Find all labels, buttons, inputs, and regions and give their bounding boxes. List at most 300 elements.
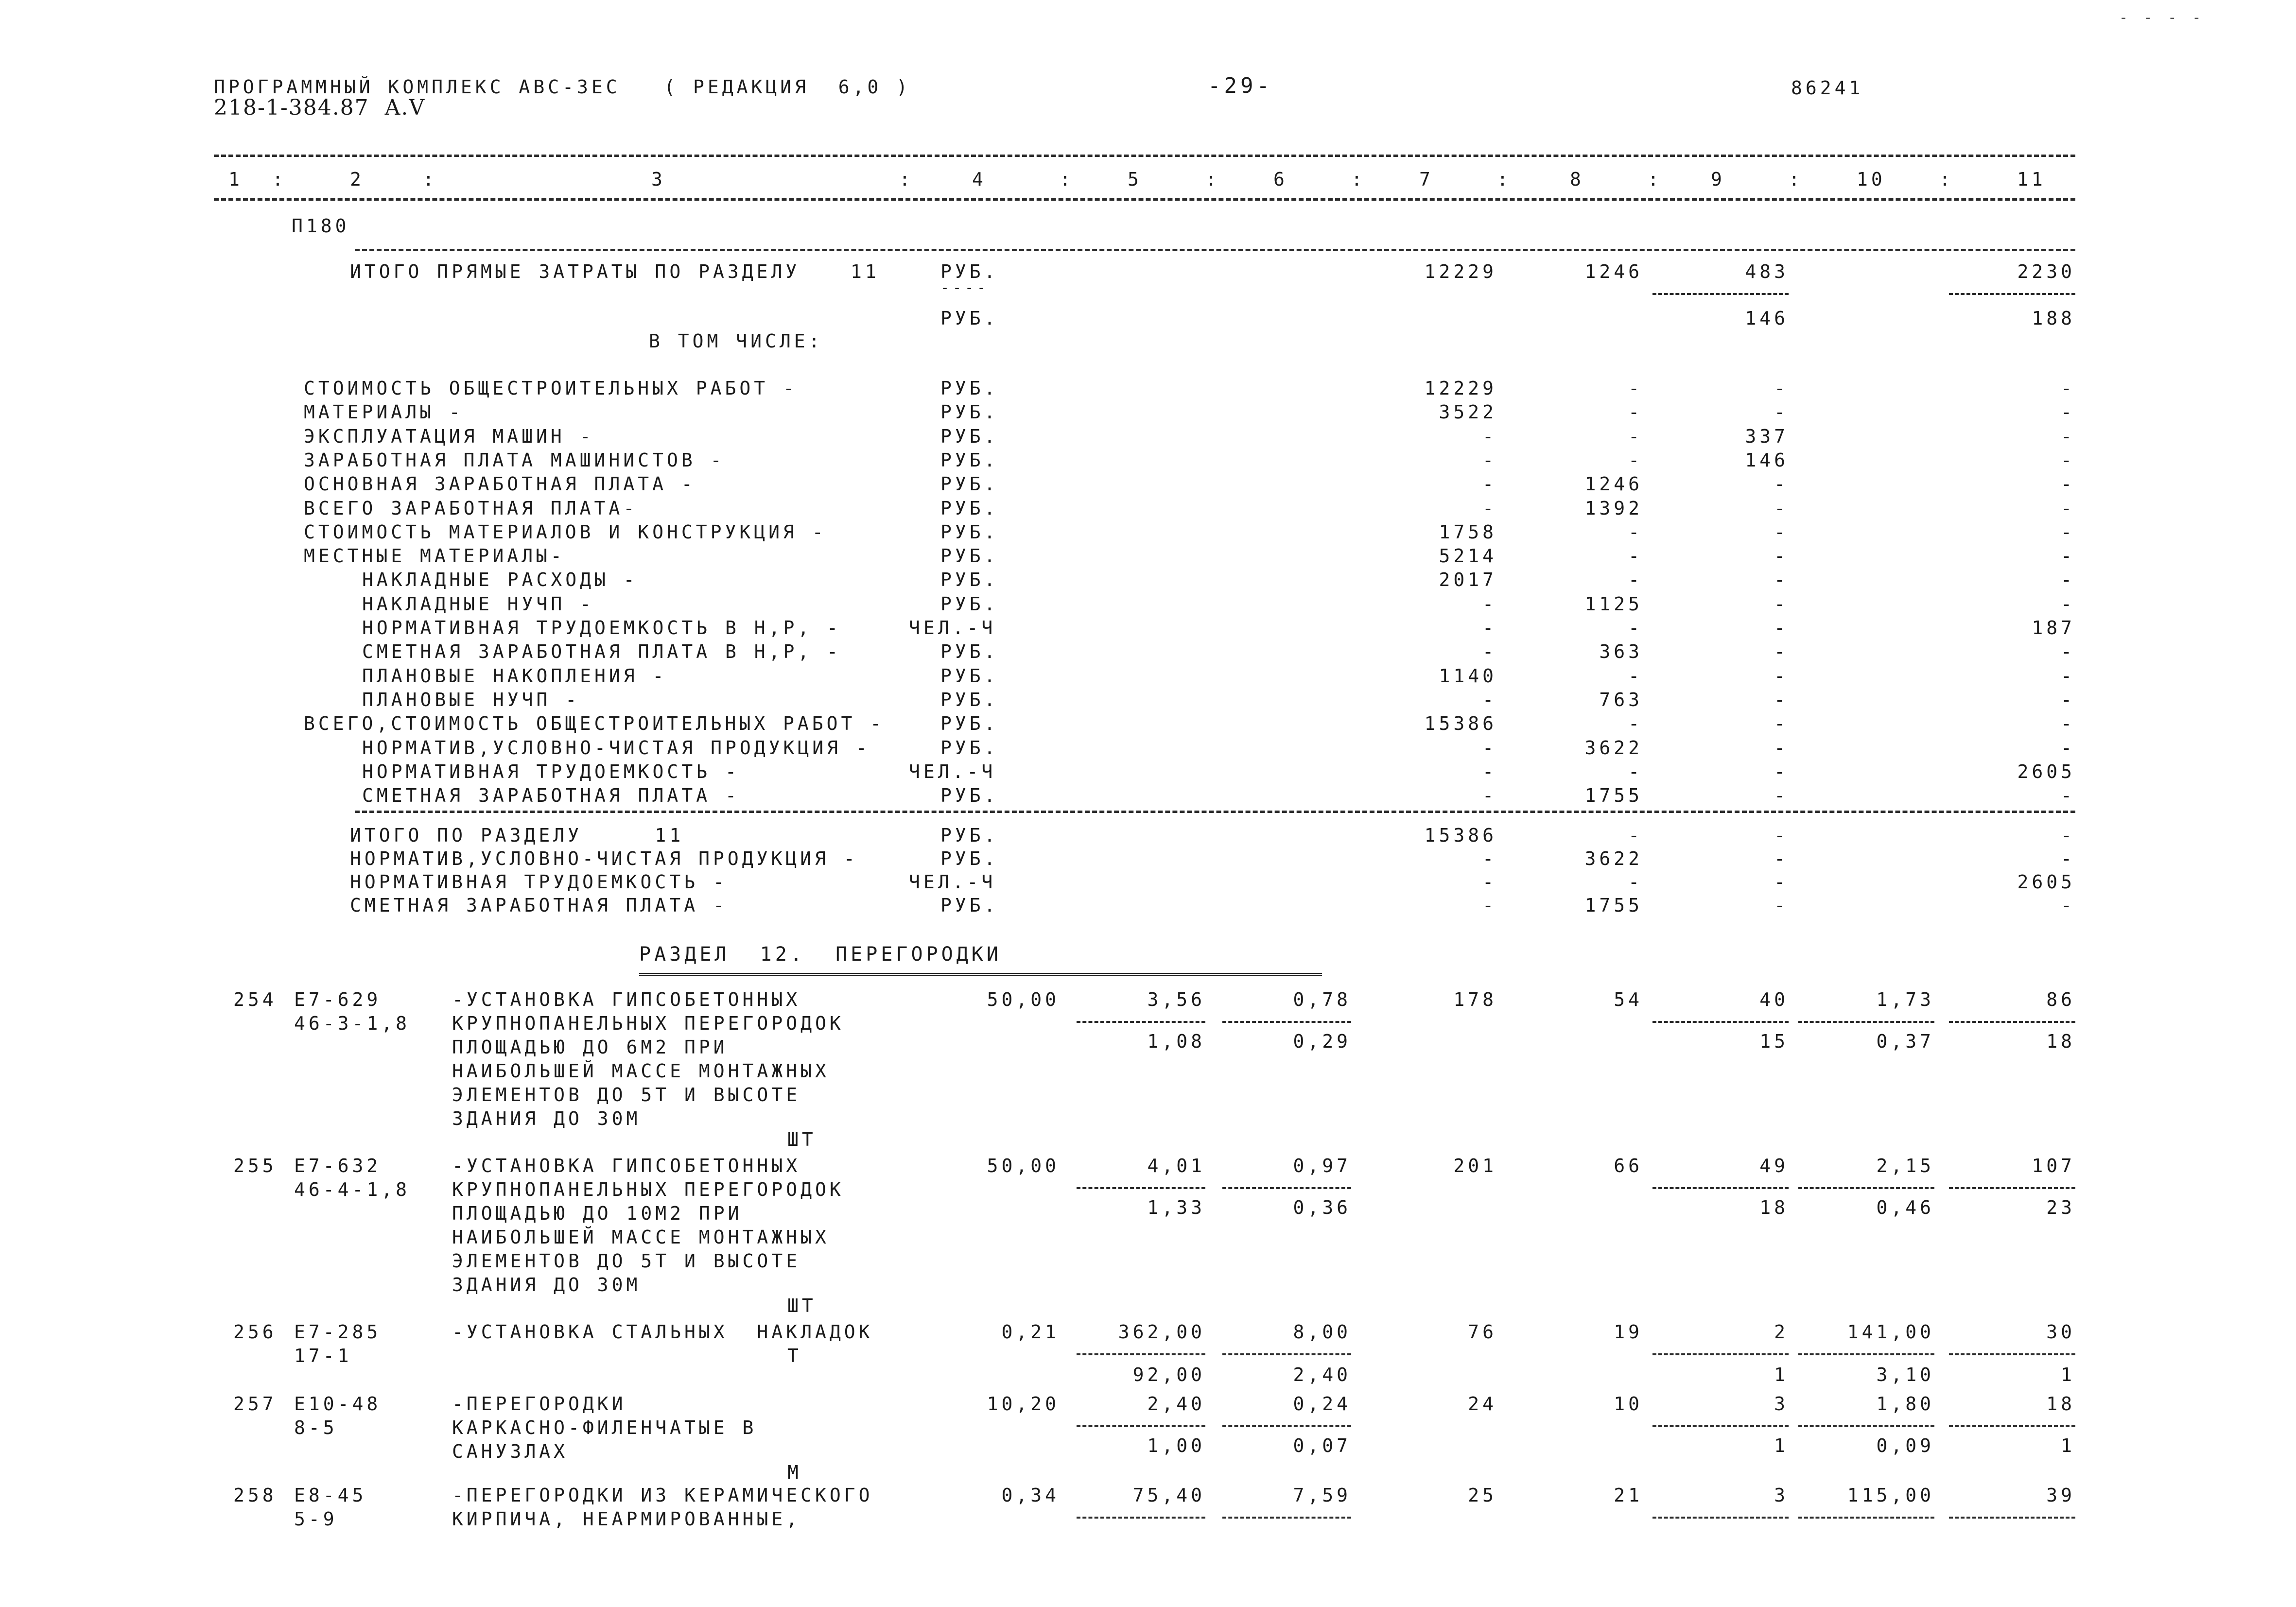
summary-row-col7: - [1482, 785, 1497, 807]
item-col7: 24 [1468, 1393, 1497, 1415]
summary-row-label: МЕСТНЫЕ МАТЕРИАЛЫ- [304, 545, 565, 567]
subsection-rule [355, 249, 2075, 251]
item-description-line: ПЛОЩАДЬЮ ДО 6М2 ПРИ [452, 1037, 728, 1058]
total-row-col11: 2605 [2017, 871, 2075, 893]
item-code-secondary: 17-1 [294, 1345, 352, 1366]
item-col5-rule [1077, 1517, 1205, 1519]
item-col6-rule [1222, 1517, 1351, 1519]
item-col5: 75,40 [1132, 1485, 1205, 1506]
total-row-label: СМЕТНАЯ ЗАРАБОТНАЯ ПЛАТА - [350, 895, 728, 916]
item-description-line: -ПЕРЕГОРОДКИ [452, 1393, 626, 1415]
direct-costs-col11-rule [1949, 293, 2075, 295]
item-col6: 8,00 [1293, 1321, 1351, 1343]
item-col10-secondary: 0,37 [1876, 1031, 1934, 1052]
item-description-line: НАИБОЛЬШЕЙ МАССЕ МОНТАЖНЫХ [452, 1060, 830, 1082]
item-col5-rule [1077, 1353, 1205, 1355]
item-col4: 0,34 [1001, 1485, 1060, 1506]
direct-costs-col11: 2230 [2017, 261, 2075, 282]
item-code: Е10-48 [294, 1393, 382, 1415]
program-title: ПРОГРАММНЫЙ КОМПЛЕКС АВС-ЗЕС ( РЕДАКЦИЯ 6,0 ) [214, 76, 911, 98]
item-col5: 3,56 [1147, 989, 1205, 1010]
summary-row-unit: РУБ. [940, 713, 999, 735]
item-col6-secondary: 0,07 [1293, 1435, 1351, 1456]
item-col10: 141,00 [1847, 1321, 1934, 1343]
item-col6: 0,24 [1293, 1393, 1351, 1415]
item-code-secondary: 46-3-1,8 [294, 1013, 411, 1034]
summary-row-unit: РУБ. [940, 665, 999, 687]
item-description-line: ЗДАНИЯ ДО 30М [452, 1274, 641, 1296]
summary-row-col8: - [1628, 760, 1643, 782]
summary-row-col8: - [1628, 425, 1643, 447]
summary-row-col11: 2605 [2017, 760, 2075, 782]
direct-costs-col7: 12229 [1424, 261, 1497, 282]
item-description-line: -УСТАНОВКА СТАЛЬНЫХ НАКЛАДОК [452, 1321, 873, 1343]
summary-row-unit: РУБ. [940, 425, 999, 447]
summary-row-label: ЗАРАБОТНАЯ ПЛАТА МАШИНИСТОВ - [304, 449, 725, 471]
item-col11-secondary: 23 [2046, 1197, 2075, 1218]
summary-row-col7: - [1482, 689, 1497, 710]
item-col6: 7,59 [1293, 1485, 1351, 1506]
item-number: 254 [233, 989, 277, 1010]
item-col11-secondary: 1 [2061, 1435, 2075, 1456]
item-col8: 66 [1614, 1155, 1643, 1176]
item-col5-rule [1077, 1021, 1205, 1023]
item-col8: 54 [1614, 989, 1643, 1010]
summary-row-label: НОРМАТИВ,УСЛОВНО-ЧИСТАЯ ПРОДУКЦИЯ - [362, 737, 870, 759]
summary-row-col8: 1755 [1584, 785, 1643, 807]
column-separator: : [1648, 169, 1662, 190]
item-col9: 40 [1759, 989, 1789, 1010]
summary-row-unit: ЧЕЛ.-Ч [909, 617, 996, 639]
item-col11-secondary: 18 [2046, 1031, 2075, 1052]
item-number: 258 [233, 1485, 277, 1506]
summary-row-col8: 1246 [1584, 473, 1643, 495]
summary-row-unit: РУБ. [940, 378, 999, 399]
item-col9: 3 [1774, 1485, 1789, 1506]
item-col6-rule [1222, 1425, 1351, 1427]
summary-row-col8: 1392 [1584, 497, 1643, 519]
item-col10-rule [1798, 1353, 1934, 1355]
summary-row-label: СМЕТНАЯ ЗАРАБОТНАЯ ПЛАТА - [362, 785, 740, 807]
item-col11: 107 [2032, 1155, 2075, 1176]
total-row-col11: - [2061, 895, 2075, 916]
direct-costs-unit2: РУБ. [940, 308, 999, 329]
item-col6-secondary: 0,36 [1293, 1197, 1351, 1218]
item-description-line: ЗДАНИЯ ДО 30М [452, 1108, 641, 1129]
item-col4: 50,00 [987, 989, 1060, 1010]
column-separator: : [1789, 169, 1803, 190]
item-unit: ШТ [787, 1129, 817, 1150]
item-code: Е7-285 [294, 1321, 382, 1343]
item-code: Е7-629 [294, 989, 382, 1010]
total-row-col8: - [1628, 825, 1643, 846]
summary-row-col11: - [2061, 545, 2075, 567]
column-separator: : [1205, 169, 1220, 190]
item-description-line: НАИБОЛЬШЕЙ МАССЕ МОНТАЖНЫХ [452, 1227, 830, 1248]
item-description-line: КИРПИЧА, НЕАРМИРОВАННЫЕ, [452, 1508, 801, 1530]
item-col5: 2,40 [1147, 1393, 1205, 1415]
item-col11-rule [1949, 1021, 2075, 1023]
summary-row-col7: - [1482, 425, 1497, 447]
summary-row-col8: - [1628, 401, 1643, 423]
summary-row-col7: - [1482, 593, 1497, 615]
total-row-label: НОРМАТИВ,УСЛОВНО-ЧИСТАЯ ПРОДУКЦИЯ - [350, 848, 858, 869]
summary-row-label: ОСНОВНАЯ ЗАРАБОТНАЯ ПЛАТА - [304, 473, 696, 495]
item-col5-rule [1077, 1425, 1205, 1427]
item-col9-secondary: 15 [1759, 1031, 1789, 1052]
summary-row-col9: 337 [1745, 425, 1789, 447]
total-row-label: ИТОГО ПО РАЗДЕЛУ 11 [350, 825, 684, 846]
summary-row-col8: 3622 [1584, 737, 1643, 759]
column-separator: : [1939, 169, 1954, 190]
item-col5: 362,00 [1118, 1321, 1205, 1343]
summary-row-col9: - [1774, 593, 1789, 615]
item-col9-rule [1652, 1187, 1789, 1189]
item-description-line: -УСТАНОВКА ГИПСОБЕТОННЫХ [452, 989, 801, 1010]
summary-row-col8: - [1628, 378, 1643, 399]
item-col7: 178 [1453, 989, 1497, 1010]
summary-row-col9: - [1774, 737, 1789, 759]
direct-costs-section: 11 [851, 261, 880, 282]
summary-row-col8: - [1628, 521, 1643, 543]
total-row-unit: РУБ. [940, 895, 999, 916]
item-col11-secondary: 1 [2061, 1364, 2075, 1385]
column-separator: : [1351, 169, 1366, 190]
direct-costs-label: ИТОГО ПРЯМЫЕ ЗАТРАТЫ ПО РАЗДЕЛУ [350, 261, 800, 282]
total-row-col9: - [1774, 848, 1789, 869]
item-col5-secondary: 1,33 [1147, 1197, 1205, 1218]
summary-row-unit: РУБ. [940, 545, 999, 567]
item-description-line: КАРКАСНО-ФИЛЕНЧАТЫЕ В [452, 1417, 757, 1438]
summary-row-col11: - [2061, 689, 2075, 710]
summary-row-col9: - [1774, 641, 1789, 663]
item-col11-rule [1949, 1517, 2075, 1519]
item-col9-secondary: 1 [1774, 1364, 1789, 1385]
summary-row-col11: - [2061, 378, 2075, 399]
item-col5-secondary: 92,00 [1132, 1364, 1205, 1385]
item-col6: 0,97 [1293, 1155, 1351, 1176]
item-col4: 0,21 [1001, 1321, 1060, 1343]
column-header-10: 10 [1857, 169, 1886, 190]
total-row-col7: - [1482, 848, 1497, 869]
summary-row-col9: - [1774, 401, 1789, 423]
summary-row-label: НОРМАТИВНАЯ ТРУДОЕМКОСТЬ В Н,Р, - [362, 617, 841, 639]
summary-row-col7: - [1482, 737, 1497, 759]
summary-row-col11: - [2061, 473, 2075, 495]
column-header-3: 3 [651, 169, 666, 190]
summary-row-col11: - [2061, 401, 2075, 423]
summary-row-label: НОРМАТИВНАЯ ТРУДОЕМКОСТЬ - [362, 760, 740, 782]
summary-row-col8: - [1628, 545, 1643, 567]
total-row-col8: 1755 [1584, 895, 1643, 916]
summary-row-col7: - [1482, 641, 1497, 663]
item-description-line: КРУПНОПАНЕЛЬНЫХ ПЕРЕГОРОДОК [452, 1179, 844, 1200]
column-header-1: 1 [228, 169, 243, 190]
item-col9-rule [1652, 1425, 1789, 1427]
item-col4: 10,20 [987, 1393, 1060, 1415]
summary-row-label: НАКЛАДНЫЕ НУЧП - [362, 593, 595, 615]
item-col10-rule [1798, 1517, 1934, 1519]
document-code: 86241 [1791, 77, 1864, 99]
column-separator: : [423, 169, 437, 190]
item-code: Е7-632 [294, 1155, 382, 1176]
summary-row-label: ВСЕГО,СТОИМОСТЬ ОБЩЕСТРОИТЕЛЬНЫХ РАБОТ - [304, 713, 885, 735]
summary-row-col8: 363 [1599, 641, 1643, 663]
item-col11: 18 [2046, 1393, 2075, 1415]
summary-row-col9: - [1774, 713, 1789, 735]
summary-bottom-rule [355, 811, 2075, 813]
summary-row-unit: РУБ. [940, 521, 999, 543]
total-row-col11: - [2061, 825, 2075, 846]
total-row-unit: РУБ. [940, 848, 999, 869]
item-description-line: ЭЛЕМЕНТОВ ДО 5Т И ВЫСОТЕ [452, 1250, 801, 1272]
summary-row-unit: РУБ. [940, 401, 999, 423]
summary-row-col7: 5214 [1439, 545, 1497, 567]
summary-row-col11: - [2061, 497, 2075, 519]
summary-row-col9: 146 [1745, 449, 1789, 471]
item-col9: 3 [1774, 1393, 1789, 1415]
item-description-line: КРУПНОПАНЕЛЬНЫХ ПЕРЕГОРОДОК [452, 1013, 844, 1034]
item-number: 255 [233, 1155, 277, 1176]
summary-row-unit: РУБ. [940, 449, 999, 471]
item-col10: 115,00 [1847, 1485, 1934, 1506]
item-col11: 30 [2046, 1321, 2075, 1343]
direct-costs-col9: 483 [1745, 261, 1789, 282]
including-label: В ТОМ ЧИСЛЕ: [649, 330, 823, 352]
item-code-secondary: 5-9 [294, 1508, 338, 1530]
code-label: П180 [292, 215, 350, 237]
item-description-line: САНУЗЛАХ [452, 1441, 569, 1462]
column-header-6: 6 [1273, 169, 1288, 190]
item-description-line: ЭЛЕМЕНТОВ ДО 5Т И ВЫСОТЕ [452, 1084, 801, 1106]
item-number: 256 [233, 1321, 277, 1343]
item-col9-secondary: 18 [1759, 1197, 1789, 1218]
summary-row-col7: - [1482, 617, 1497, 639]
summary-row-col11: - [2061, 521, 2075, 543]
item-description-line: -ПЕРЕГОРОДКИ ИЗ КЕРАМИЧЕСКОГО [452, 1485, 873, 1506]
summary-row-col7: - [1482, 760, 1497, 782]
summary-row-col7: - [1482, 497, 1497, 519]
item-unit: ШТ [787, 1295, 817, 1316]
summary-row-col11: - [2061, 425, 2075, 447]
summary-row-col9: - [1774, 785, 1789, 807]
item-col10-secondary: 0,09 [1876, 1435, 1934, 1456]
summary-row-col9: - [1774, 569, 1789, 591]
header-bottom-rule [214, 198, 2075, 201]
item-col7: 201 [1453, 1155, 1497, 1176]
summary-row-col7: - [1482, 473, 1497, 495]
summary-row-col8: - [1628, 665, 1643, 687]
summary-row-col11: - [2061, 737, 2075, 759]
item-col7: 76 [1468, 1321, 1497, 1343]
item-col5-secondary: 1,08 [1147, 1031, 1205, 1052]
item-unit: М [787, 1462, 802, 1483]
item-col6-rule [1222, 1021, 1351, 1023]
summary-row-unit: РУБ. [940, 593, 999, 615]
summary-row-col8: - [1628, 713, 1643, 735]
summary-row-unit: РУБ. [940, 473, 999, 495]
summary-row-col11: - [2061, 785, 2075, 807]
summary-row-col9: - [1774, 521, 1789, 543]
column-header-11: 11 [2017, 169, 2046, 190]
item-col10: 2,15 [1876, 1155, 1934, 1176]
item-description-line: -УСТАНОВКА ГИПСОБЕТОННЫХ [452, 1155, 801, 1176]
direct-costs-unit: РУБ. [940, 261, 999, 282]
summary-row-col7: 12229 [1424, 378, 1497, 399]
summary-row-label: ЭКСПЛУАТАЦИЯ МАШИН - [304, 425, 594, 447]
total-row-unit: РУБ. [940, 825, 999, 846]
summary-row-label: СТОИМОСТЬ ОБЩЕСТРОИТЕЛЬНЫХ РАБОТ - [304, 378, 798, 399]
item-col5-rule [1077, 1187, 1205, 1189]
direct-costs-col9b: 146 [1745, 308, 1789, 329]
item-col10-rule [1798, 1425, 1934, 1427]
summary-row-col9: - [1774, 760, 1789, 782]
item-col8: 10 [1614, 1393, 1643, 1415]
total-row-col8: 3622 [1584, 848, 1643, 869]
summary-row-unit: РУБ. [940, 641, 999, 663]
item-col11-rule [1949, 1353, 2075, 1355]
summary-row-col9: - [1774, 689, 1789, 710]
summary-row-col9: - [1774, 545, 1789, 567]
item-description-line: ПЛОЩАДЬЮ ДО 10М2 ПРИ [452, 1203, 743, 1224]
item-col9-rule [1652, 1353, 1789, 1355]
item-number: 257 [233, 1393, 277, 1415]
item-col9-secondary: 1 [1774, 1435, 1789, 1456]
summary-row-label: ВСЕГО ЗАРАБОТНАЯ ПЛАТА- [304, 497, 638, 519]
summary-row-col8: - [1628, 569, 1643, 591]
column-separator: : [1497, 169, 1512, 190]
column-header-9: 9 [1711, 169, 1725, 190]
summary-row-col9: - [1774, 665, 1789, 687]
item-code-secondary: 46-4-1,8 [294, 1179, 411, 1200]
summary-row-col8: - [1628, 617, 1643, 639]
top-rule [214, 155, 2075, 157]
summary-row-unit: ЧЕЛ.-Ч [909, 760, 996, 782]
summary-row-col9: - [1774, 617, 1789, 639]
summary-row-col8: 1125 [1584, 593, 1643, 615]
column-separator: : [899, 169, 914, 190]
direct-costs-dash: ---- [940, 279, 990, 296]
item-col10: 1,73 [1876, 989, 1934, 1010]
direct-costs-col9-rule [1652, 293, 1789, 295]
summary-row-col11: - [2061, 593, 2075, 615]
item-col10-secondary: 0,46 [1876, 1197, 1934, 1218]
summary-row-label: СМЕТНАЯ ЗАРАБОТНАЯ ПЛАТА В Н,Р, - [362, 641, 841, 663]
item-col9: 49 [1759, 1155, 1789, 1176]
summary-row-unit: РУБ. [940, 689, 999, 710]
summary-row-col9: - [1774, 473, 1789, 495]
total-row-col9: - [1774, 825, 1789, 846]
item-col6-secondary: 0,29 [1293, 1031, 1351, 1052]
total-row-label: НОРМАТИВНАЯ ТРУДОЕМКОСТЬ - [350, 871, 728, 893]
item-col9-rule [1652, 1517, 1789, 1519]
item-col6-rule [1222, 1187, 1351, 1189]
summary-row-col11: 187 [2032, 617, 2075, 639]
item-col5: 4,01 [1147, 1155, 1205, 1176]
summary-row-col7: 1140 [1439, 665, 1497, 687]
item-col11-rule [1949, 1187, 2075, 1189]
column-header-2: 2 [350, 169, 365, 190]
summary-row-col11: - [2061, 641, 2075, 663]
item-col8: 19 [1614, 1321, 1643, 1343]
column-header-4: 4 [972, 169, 987, 190]
summary-row-unit: РУБ. [940, 737, 999, 759]
total-row-unit: ЧЕЛ.-Ч [909, 871, 996, 893]
item-col11: 86 [2046, 989, 2075, 1010]
summary-row-col7: 15386 [1424, 713, 1497, 735]
item-col6: 0,78 [1293, 989, 1351, 1010]
summary-row-label: НАКЛАДНЫЕ РАСХОДЫ - [362, 569, 638, 591]
item-unit: Т [787, 1345, 802, 1366]
item-col9-rule [1652, 1021, 1789, 1023]
direct-costs-col11b: 188 [2032, 308, 2075, 329]
summary-row-col8: - [1628, 449, 1643, 471]
item-col9: 2 [1774, 1321, 1789, 1343]
item-code-secondary: 8-5 [294, 1417, 338, 1438]
column-separator: : [272, 169, 287, 190]
summary-row-col11: - [2061, 569, 2075, 591]
item-code: Е8-45 [294, 1485, 367, 1506]
column-header-5: 5 [1128, 169, 1142, 190]
total-row-col8: - [1628, 871, 1643, 893]
total-row-col7: - [1482, 895, 1497, 916]
summary-row-col11: - [2061, 713, 2075, 735]
summary-row-col7: 1758 [1439, 521, 1497, 543]
item-col10-rule [1798, 1021, 1934, 1023]
total-row-col7: 15386 [1424, 825, 1497, 846]
summary-row-col9: - [1774, 378, 1789, 399]
item-col11-rule [1949, 1425, 2075, 1427]
summary-row-label: ПЛАНОВЫЕ НУЧП - [362, 689, 580, 710]
summary-row-col7: 3522 [1439, 401, 1497, 423]
corner-marks: - - - - [2119, 9, 2205, 26]
column-header-7: 7 [1419, 169, 1434, 190]
total-row-col9: - [1774, 895, 1789, 916]
total-row-col9: - [1774, 871, 1789, 893]
item-col10-rule [1798, 1187, 1934, 1189]
summary-row-col7: - [1482, 449, 1497, 471]
summary-row-unit: РУБ. [940, 497, 999, 519]
column-header-8: 8 [1570, 169, 1584, 190]
total-row-col7: - [1482, 871, 1497, 893]
summary-row-unit: РУБ. [940, 569, 999, 591]
summary-row-col9: - [1774, 497, 1789, 519]
summary-row-col11: - [2061, 665, 2075, 687]
summary-row-label: МАТЕРИАЛЫ - [304, 401, 464, 423]
summary-row-unit: РУБ. [940, 785, 999, 807]
column-separator: : [1060, 169, 1074, 190]
summary-row-label: ПЛАНОВЫЕ НАКОПЛЕНИЯ - [362, 665, 667, 687]
direct-costs-col8: 1246 [1584, 261, 1643, 282]
item-col6-rule [1222, 1353, 1351, 1355]
summary-row-col8: 763 [1599, 689, 1643, 710]
summary-row-col11: - [2061, 449, 2075, 471]
item-col10-secondary: 3,10 [1876, 1364, 1934, 1385]
item-col8: 21 [1614, 1485, 1643, 1506]
summary-row-label: СТОИМОСТЬ МАТЕРИАЛОВ И КОНСТРУКЦИЯ - [304, 521, 827, 543]
summary-row-col7: 2017 [1439, 569, 1497, 591]
page-number: -29- [1208, 73, 1273, 98]
total-row-col11: - [2061, 848, 2075, 869]
item-col10: 1,80 [1876, 1393, 1934, 1415]
item-col7: 25 [1468, 1485, 1497, 1506]
section-title-underline [639, 973, 1322, 976]
section-title: РАЗДЕЛ 12. ПЕРЕГОРОДКИ [639, 943, 1002, 966]
item-col11: 39 [2046, 1485, 2075, 1506]
item-col6-secondary: 2,40 [1293, 1364, 1351, 1385]
item-col5-secondary: 1,00 [1147, 1435, 1205, 1456]
item-col4: 50,00 [987, 1155, 1060, 1176]
